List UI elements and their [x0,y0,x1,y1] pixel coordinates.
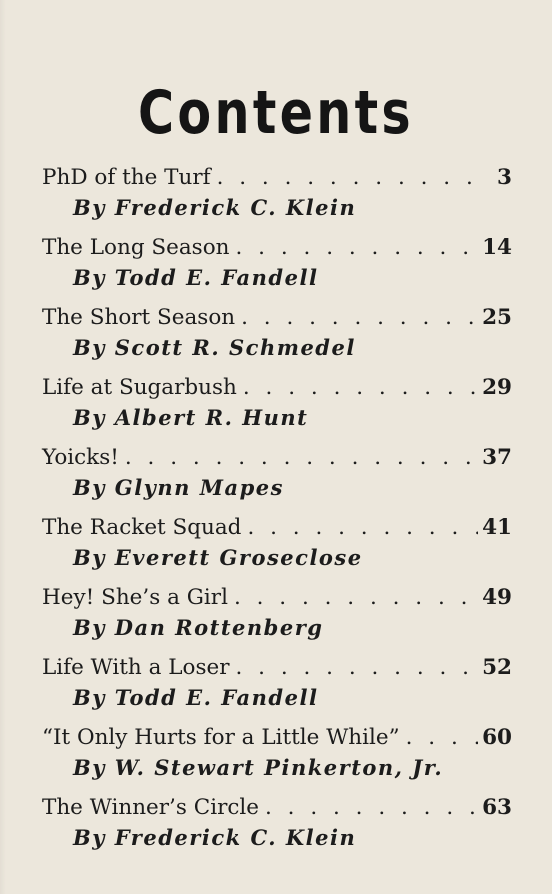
page-number: 3 [497,165,512,190]
entry-author: By Glynn Mapes [73,475,284,500]
entry-author: By Frederick C. Klein [73,195,357,220]
page-title: Contents [138,78,414,148]
page-number: 63 [482,795,512,820]
entry-title: Life at Sugarbush [42,375,237,400]
dot-leader [400,722,478,754]
page-number: 52 [482,655,512,680]
entry-title: “It Only Hurts for a Little While” [42,725,400,750]
entry-title: The Short Season [42,305,236,330]
toc-entry [42,722,512,792]
page-number: 14 [482,235,512,260]
entry-title: Hey! She’s a Girl [42,585,228,610]
entry-title: Life With a Loser [42,655,230,680]
page-number: 25 [482,305,512,330]
toc-entry [42,652,512,722]
toc-entry [42,162,512,232]
entry-author: By Everett Groseclose [73,545,363,570]
entry-title: The Long Season [42,235,230,260]
page-number: 60 [482,725,512,750]
dot-leader [230,232,479,264]
entry-author: By Frederick C. Klein [73,825,357,850]
toc-entry [42,372,512,442]
entry-author: By Todd E. Fandell [73,685,319,710]
page-number: 49 [482,585,512,610]
dot-leader [211,162,482,194]
entry-author: By Todd E. Fandell [73,265,319,290]
dot-leader [228,582,478,614]
entry-author: By W. Stewart Pinkerton, Jr. [73,755,444,780]
dot-leader [241,512,478,544]
dot-leader [119,442,478,474]
toc-entry [42,302,512,372]
toc-entry [42,792,512,862]
toc-entry [42,232,512,302]
entry-title: PhD of the Turf [42,165,211,190]
entry-title: The Racket Squad [42,515,242,540]
dot-leader [230,652,479,684]
entry-title: The Winner’s Circle [42,795,259,820]
entry-title: Yoicks! [42,445,119,470]
page-number: 37 [482,445,512,470]
entry-author: By Scott R. Schmedel [73,335,356,360]
page-number: 41 [482,515,512,540]
dot-leader [237,372,478,404]
page-number: 29 [482,375,512,400]
toc-entry [42,582,512,652]
table-of-contents [42,162,512,862]
toc-entry [42,442,512,512]
toc-entry [42,512,512,582]
dot-leader [259,792,478,824]
entry-author: By Dan Rottenberg [73,615,324,640]
dot-leader [235,302,478,334]
entry-author: By Albert R. Hunt [73,405,309,430]
